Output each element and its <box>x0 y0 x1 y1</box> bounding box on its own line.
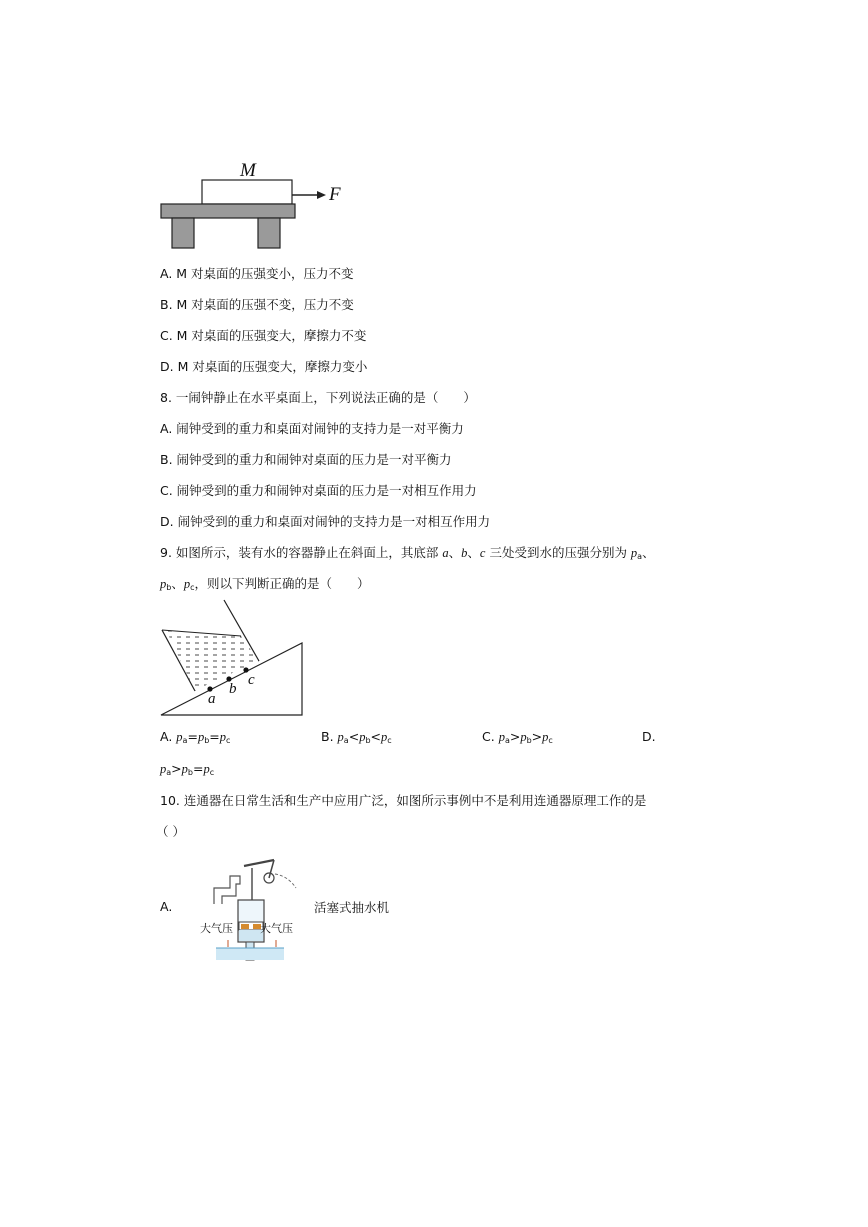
q9-option-c: C. $p_a>p_b>p_c$ <box>482 729 553 745</box>
label-c: c <box>248 672 255 688</box>
piston-valve-left <box>241 924 249 929</box>
force-arrow-head <box>317 191 326 199</box>
q10-option-a-label: A. <box>160 899 173 914</box>
mass-label: M <box>240 160 256 181</box>
q9-stem-line2: $p_b$、$p_c$，则以下判断正确的是（ ） <box>160 576 370 592</box>
pump-handle <box>244 860 274 866</box>
block-on-table-figure <box>158 158 358 253</box>
label-b: b <box>229 681 237 697</box>
pump-spout <box>214 876 240 904</box>
table-leg-left <box>172 218 194 248</box>
q8-option-a: A. 闹钟受到的重力和桌面对闹钟的支持力是一对平衡力 <box>160 421 464 436</box>
q9-option-d-label: D. <box>642 729 656 744</box>
pump-label-right: 大气压 <box>260 922 293 935</box>
table-top <box>161 204 295 218</box>
q8-option-c: C. 闹钟受到的重力和闹钟对桌面的压力是一对相互作用力 <box>160 483 477 498</box>
q8-option-b: B. 闹钟受到的重力和闹钟对桌面的压力是一对平衡力 <box>160 452 452 467</box>
pump-label-left: 大气压 <box>200 922 233 935</box>
q10-stem-line2: （ ） <box>156 824 185 839</box>
table-leg-right <box>258 218 280 248</box>
pump-handle-arc <box>275 874 296 888</box>
q7-option-d: D. M 对桌面的压强变大，摩擦力变小 <box>160 359 368 374</box>
force-label: F <box>329 184 341 205</box>
block-m <box>202 180 292 204</box>
q8-stem: 8. 一闹钟静止在水平桌面上，下列说法正确的是（ ） <box>160 390 476 405</box>
q9-option-b: B. $p_a<p_b<p_c$ <box>321 729 392 745</box>
q10-stem-line1: 10. 连通器在日常生活和生产中应用广泛，如图所示事例中不是利用连通器原理工作的是 <box>160 793 647 808</box>
q7-option-c: C. M 对桌面的压强变大，摩擦力不变 <box>160 328 367 343</box>
label-a: a <box>208 691 216 707</box>
q9-option-d: $p_a>p_b=p_c$ <box>160 761 215 777</box>
q10-option-a-caption: 活塞式抽水机 <box>314 900 390 915</box>
piston-pump-figure <box>200 858 300 962</box>
q7-option-a: A. M 对桌面的压强变小，压力不变 <box>160 266 354 281</box>
q7-option-b: B. M 对桌面的压强不变，压力不变 <box>160 297 354 312</box>
water-region <box>166 630 259 691</box>
water-reservoir <box>216 948 284 960</box>
q9-stem-line1: 9. 如图所示，装有水的容器静止在斜面上，其底部 a、b、c 三处受到水的压强分别为 $p_a$、 <box>160 545 655 561</box>
q8-option-d: D. 闹钟受到的重力和桌面对闹钟的支持力是一对相互作用力 <box>160 514 491 529</box>
q9-option-a: A. $p_a=p_b=p_c$ <box>160 729 231 745</box>
incline-container-figure <box>158 598 308 718</box>
